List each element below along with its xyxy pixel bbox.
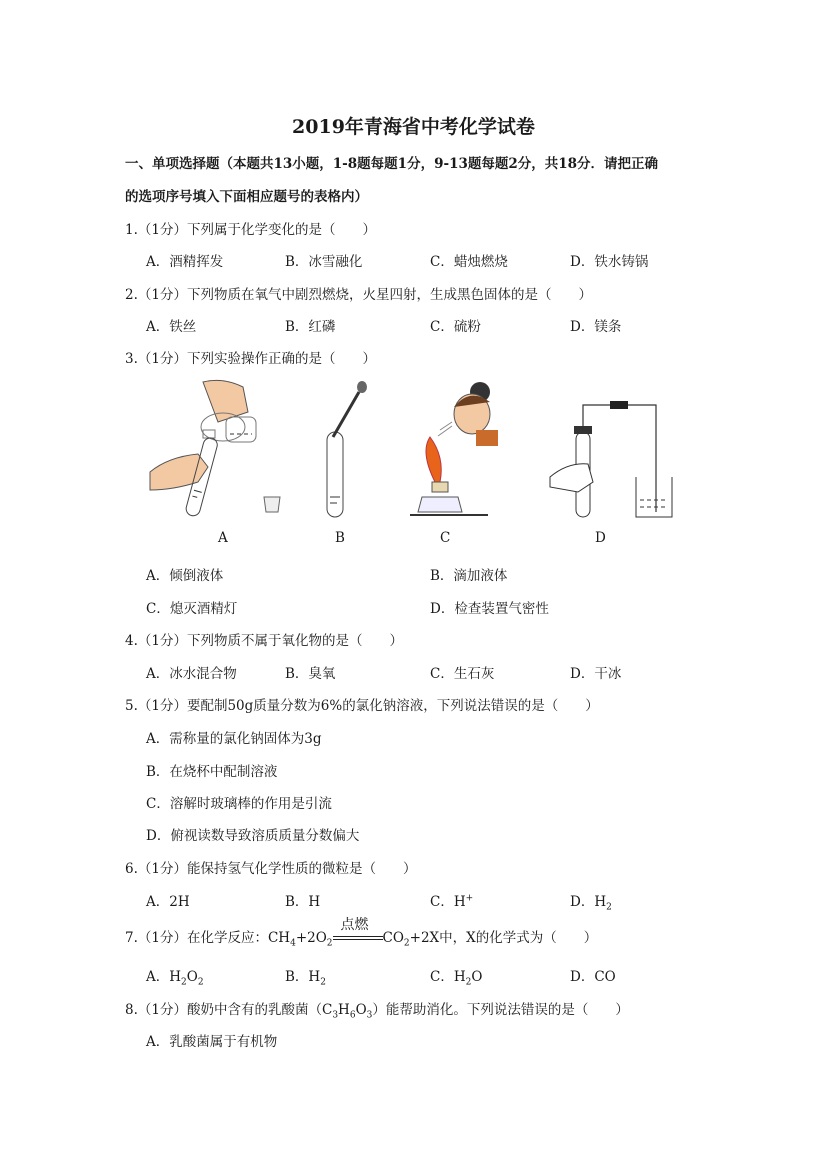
q7-option-d: D．CO xyxy=(570,969,616,985)
q5-option-b: B．在烧杯中配制溶液 xyxy=(146,764,278,780)
q4-option-d: D．干冰 xyxy=(570,666,622,682)
figure-label-a: A xyxy=(218,530,228,546)
page-title: 2019年青海省中考化学试卷 xyxy=(292,116,535,138)
q3-option-c: C．熄灭酒精灯 xyxy=(146,601,238,617)
q5-option-d: D．俯视读数导致溶质质量分数偏大 xyxy=(146,828,360,844)
q6-option-c: C．H+ xyxy=(430,893,474,910)
q3-option-d: D．检查装置气密性 xyxy=(430,601,549,617)
q6-option-b: B．H xyxy=(285,894,321,910)
figure-airtightness-check xyxy=(548,372,678,522)
q3-option-a: A．倾倒液体 xyxy=(146,568,224,584)
figure-label-d: D xyxy=(595,530,606,546)
section-heading-line2: 的选项序号填入下面相应题号的表格内） xyxy=(125,189,368,205)
figure-label-b: B xyxy=(335,530,345,546)
question-5-stem: 5.（1分）要配制50g质量分数为6%的氯化钠溶液，下列说法错误的是（ ） xyxy=(125,698,599,714)
q4-option-a: A．冰水混合物 xyxy=(146,666,237,682)
q2-option-c: C．硫粉 xyxy=(430,319,481,335)
question-7-stem: 7.（1分）在化学反应：$CH_4+2O_2$ 点燃 $CO_2+2X$中，X的化学式为（ ） xyxy=(125,917,598,949)
question-3-stem: 3.（1分）下列实验操作正确的是（ ） xyxy=(125,351,376,367)
question-6-stem: 6.（1分）能保持氢气化学性质的微粒是（ ） xyxy=(125,861,417,877)
q7-option-b: B．$H_2$ xyxy=(285,969,326,988)
q3-option-b: B．滴加液体 xyxy=(430,568,508,584)
q6-option-a: A．2H xyxy=(146,894,190,910)
figure-label-c: C xyxy=(440,530,451,546)
reaction-condition: 点燃 xyxy=(333,928,383,942)
q2-option-d: D．镁条 xyxy=(570,319,622,335)
question-4-stem: 4.（1分）下列物质不属于氧化物的是（ ） xyxy=(125,633,403,649)
question-2-stem: 2.（1分）下列物质在氧气中剧烈燃烧，火星四射，生成黑色固体的是（ ） xyxy=(125,287,592,303)
section-heading-line1: 一、单项选择题（本题共13小题，1-8题每题1分，9-13题每题2分，共18分．请把正确 xyxy=(125,156,659,172)
q1-option-a: A．酒精挥发 xyxy=(146,254,224,270)
figure-pouring-liquid xyxy=(148,372,298,522)
q4-option-b: B．臭氧 xyxy=(285,666,336,682)
question-1-stem: 1.（1分）下列属于化学变化的是（ ） xyxy=(125,222,376,238)
q1-option-d: D．铁水铸锅 xyxy=(570,254,649,270)
q6-option-d: D．$H_2$ xyxy=(570,894,612,913)
question-8-stem: 8.（1分）酸奶中含有的乳酸菌$(C_3H_6O_3)$能帮助消化。下列说法错误的是（ ） xyxy=(125,1002,629,1021)
q5-option-a: A．需称量的氯化钠固体为3g xyxy=(146,731,322,747)
q1-option-b: B．冰雪融化 xyxy=(285,254,363,270)
q4-option-c: C．生石灰 xyxy=(430,666,495,682)
figure-extinguish-lamp xyxy=(410,372,500,522)
q7-option-c: C．$H_2O$ xyxy=(430,969,483,988)
q8-option-a: A．乳酸菌属于有机物 xyxy=(146,1034,278,1050)
q2-option-b: B．红磷 xyxy=(285,319,336,335)
q5-option-c: C．溶解时玻璃棒的作用是引流 xyxy=(146,796,332,812)
q2-option-a: A．铁丝 xyxy=(146,319,197,335)
figure-dropping-liquid xyxy=(315,372,375,522)
q7-option-a: A．$H_2O_2$ xyxy=(146,969,204,988)
q1-option-c: C．蜡烛燃烧 xyxy=(430,254,508,270)
